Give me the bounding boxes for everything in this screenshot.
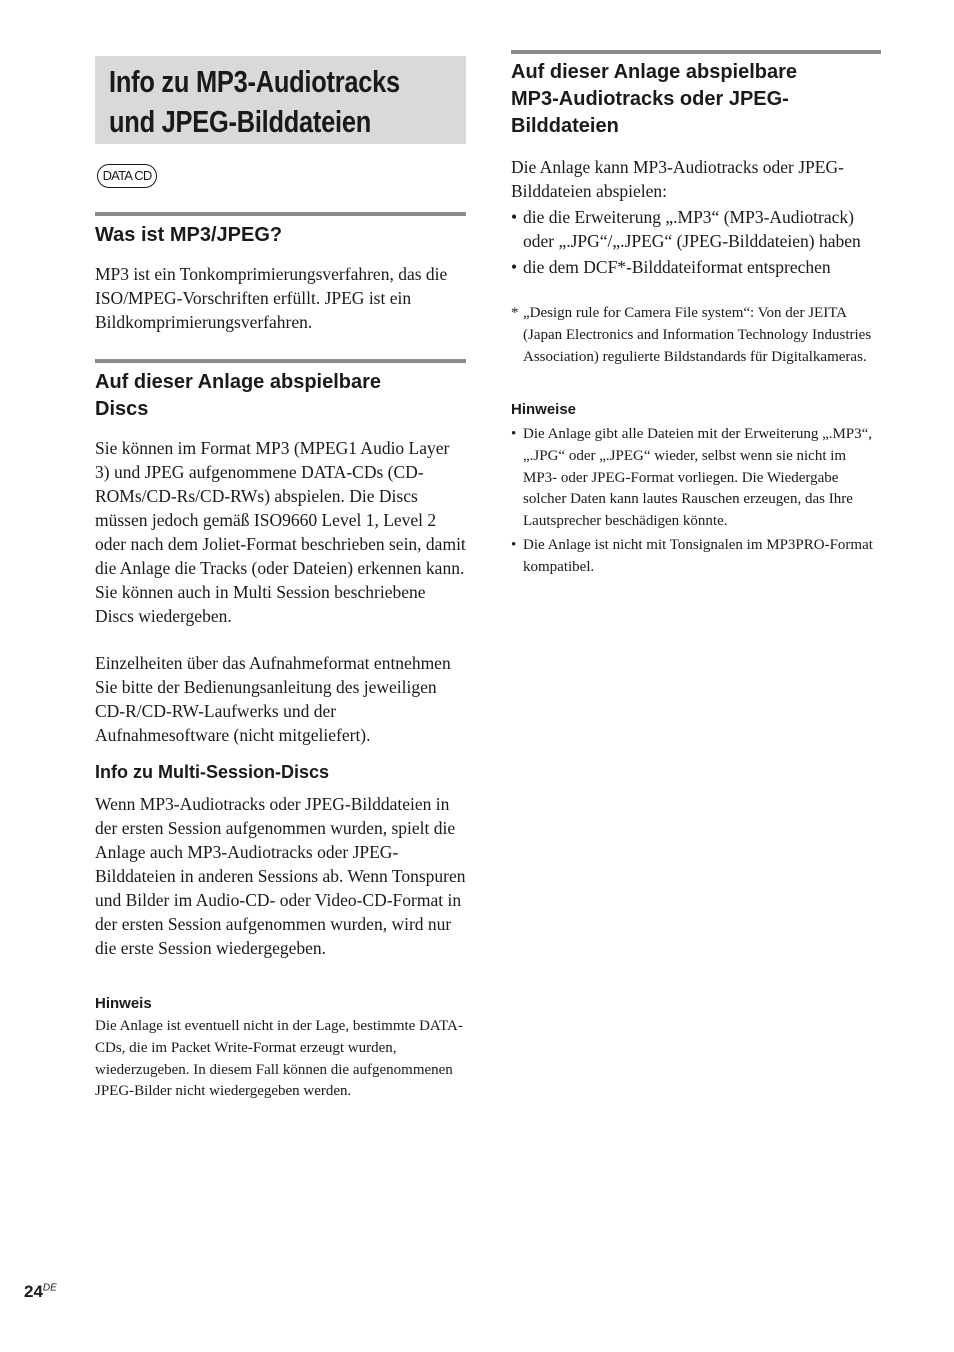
subsection-heading-multisession: Info zu Multi-Session-Discs bbox=[95, 762, 330, 782]
section-body-format: Einzelheiten über das Aufnahmeformat entnehmen Sie bitte der Bedienungsanleitung des jeweiligen CD-R/CD-RW-Laufwerks und der Aufnahmesoftware (nicht mitgeliefert). bbox=[95, 653, 451, 745]
list-item: • die die Erweiterung „.MP3“ (MP3-Audiotrack) oder „.JPG“/„.JPEG“ (JPEG-Bilddateien) haben bbox=[511, 205, 881, 253]
section-heading-line: Discs bbox=[95, 398, 149, 420]
chapter-title-box bbox=[95, 56, 466, 144]
list-item: • Die Anlage ist nicht mit Tonsignalen im MP3PRO-Format kompatibel. bbox=[511, 535, 883, 579]
page-number-value: 24 bbox=[24, 1282, 43, 1301]
footnote-text: „Design rule for Camera File system“: Von der JEITA (Japan Electronics and Information Technology Industries Association) regulierte Bildstandards für Digitalkameras. bbox=[523, 305, 872, 365]
requirements-list bbox=[511, 205, 881, 281]
section-heading-discs bbox=[95, 369, 381, 423]
section-rule bbox=[511, 50, 881, 54]
section-heading-line: Bilddateien bbox=[511, 115, 619, 137]
note-heading: Hinweis bbox=[95, 995, 152, 1012]
notes-heading: Hinweise bbox=[511, 401, 577, 418]
list-item: • Die Anlage gibt alle Dateien mit der Erweiterung „.MP3“, „.JPG“ oder „.JPEG“ wieder, selbst wenn sie nicht im MP3- oder JPEG-Format vorliegen. Die Wiedergabe solcher Daten kann lautes Rauschen erzeugen, das Ihre Lautsprecher beschädigen könnte. bbox=[511, 424, 883, 533]
footnote-marker: * bbox=[511, 305, 519, 321]
page-language-code: DE bbox=[42, 1282, 57, 1294]
section-heading-mp3-jpeg: Was ist MP3/JPEG? bbox=[95, 224, 283, 246]
section-rule bbox=[95, 212, 466, 216]
section-heading-playable-files bbox=[511, 59, 797, 140]
section-rule bbox=[95, 359, 466, 363]
section-body-mp3-jpeg: MP3 ist ein Tonkomprimierungsverfahren, das die ISO/MPEG-Vorschriften erfüllt. JPEG ist ein Bildkomprimierungsverfahren. bbox=[95, 264, 448, 332]
section-heading-line: Auf dieser Anlage abspielbare bbox=[95, 371, 382, 393]
subsection-body-multisession: Wenn MP3-Audiotracks oder JPEG-Bilddateien in der ersten Session aufgenommen wurden, spielt die Anlage auch MP3-Audiotracks oder JPEG-Bilddateien in anderen Sessions ab. Wenn Tonspuren und Bilder im Audio-CD- oder Video-CD-Format in der ersten Session aufgenommen wurden, wird nur die erste Session wiedergegeben. bbox=[95, 794, 466, 958]
chapter-title bbox=[109, 62, 402, 142]
section-heading-line: MP3-Audiotracks oder JPEG- bbox=[511, 88, 789, 110]
list-item: • die dem DCF*-Bilddateiformat entsprechen bbox=[511, 255, 881, 279]
chapter-title-line1: Info zu MP3-Audiotracks bbox=[109, 64, 400, 99]
section-heading-line: Auf dieser Anlage abspielbare bbox=[511, 61, 798, 83]
footnote bbox=[511, 303, 881, 368]
data-cd-badge: DATA CD bbox=[97, 164, 157, 188]
section-body-discs: Sie können im Format MP3 (MPEG1 Audio Layer 3) und JPEG aufgenommene DATA-CDs (CD-ROMs/CD-Rs/CD-RWs) abspielen. Die Discs müssen jedoch gemäß ISO9660 Level 1, Level 2 oder nach dem Joliet-Format beschrieben sein, damit die Anlage die Tracks (oder Dateien) erkennen kann. Sie können auch in Multi Session beschriebene Discs wiedergeben. bbox=[95, 438, 466, 626]
page-number bbox=[24, 1282, 57, 1302]
section-intro: Die Anlage kann MP3-Audiotracks oder JPEG-Bilddateien abspielen: bbox=[511, 157, 844, 201]
notes-list bbox=[511, 424, 883, 581]
chapter-title-line2: und JPEG-Bilddateien bbox=[109, 104, 372, 139]
note-body: Die Anlage ist eventuell nicht in der Lage, bestimmte DATA-CDs, die im Packet Write-Format erzeugt wurden, wiederzugeben. In diesem Fall können die aufgenommenen JPEG-Bilder nicht wiedergegeben werden. bbox=[95, 1018, 463, 1100]
